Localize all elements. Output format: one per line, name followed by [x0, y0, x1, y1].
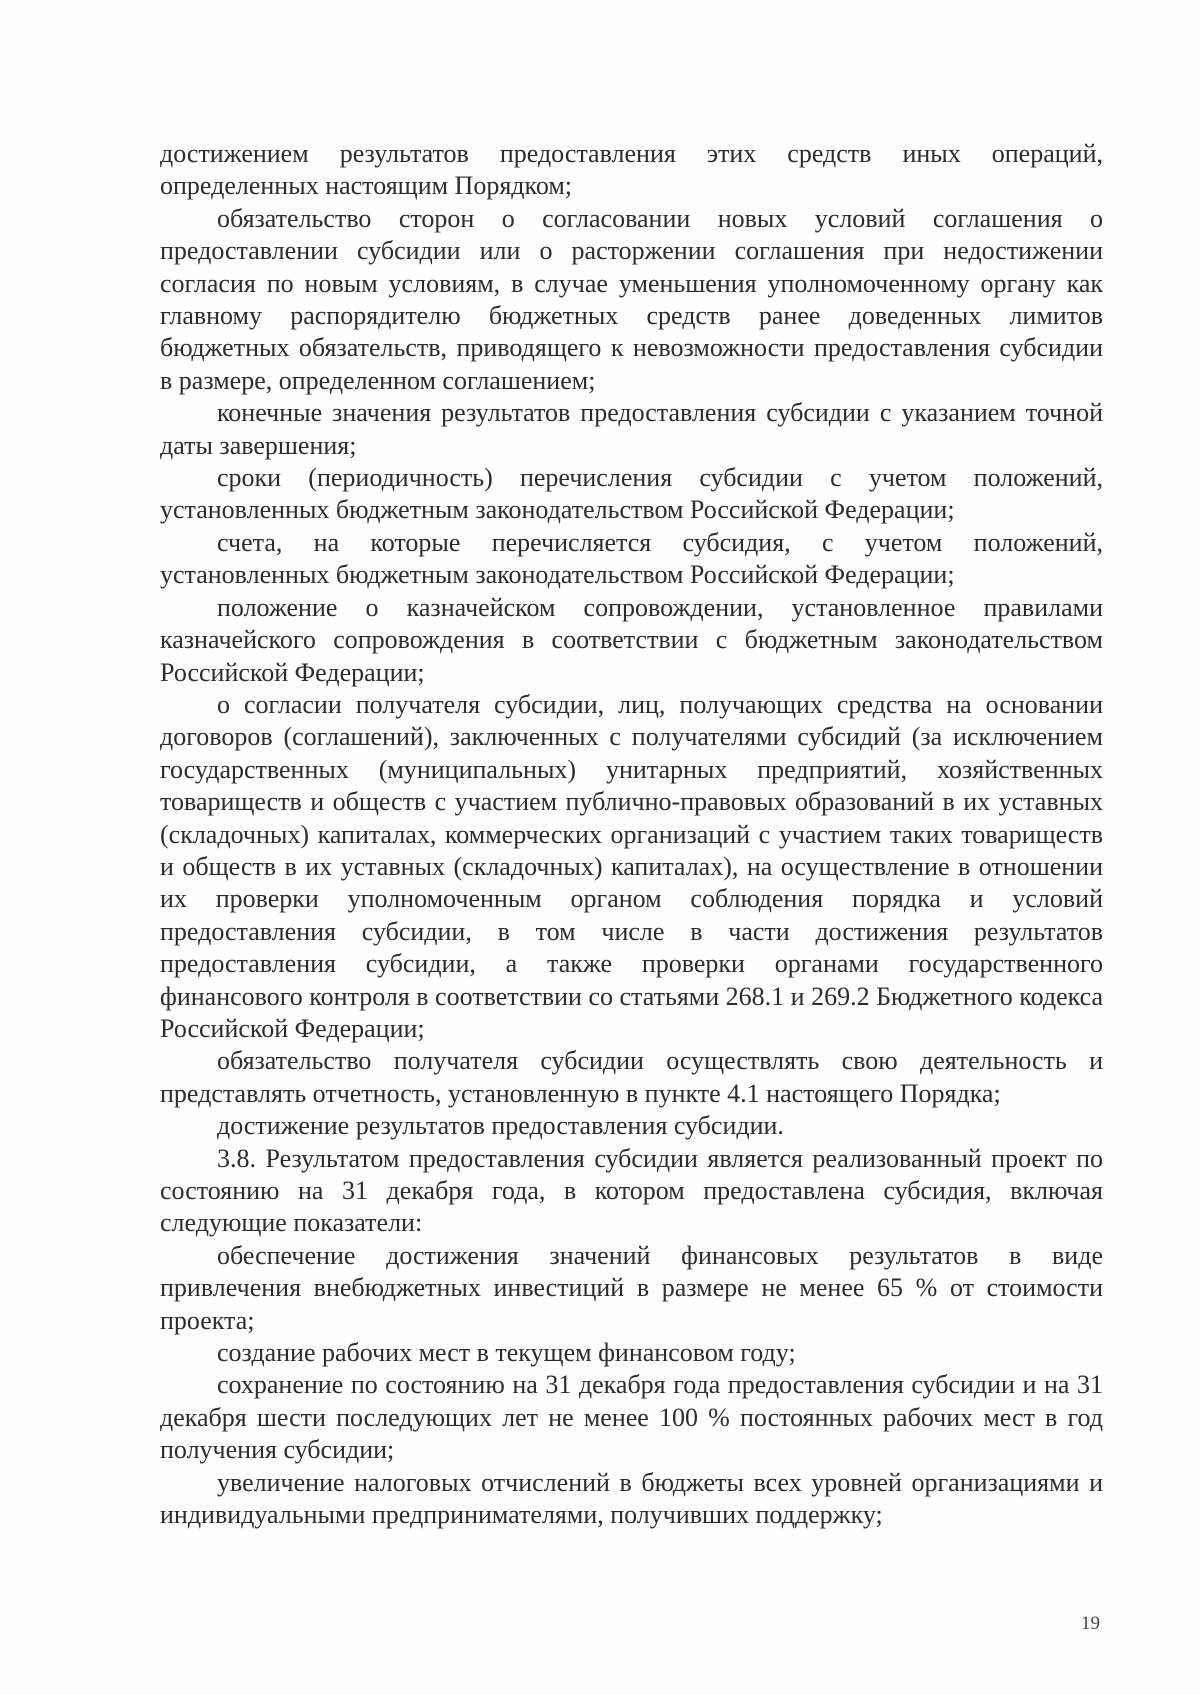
paragraph-obligation-new-terms: обязательство сторон о согласовании новых условий соглашения о предоставлении субсидии или о расторжении соглашения при недостижении согласия по новым условиям, в случае уменьшения уполномоченному органу как главному распорядителю бюджетных средств ранее доведенных лимитов бюджетных обязательств, приводящего к невозможности предоставления субсидии в размере, определенном соглашением;	[160, 203, 1103, 395]
paragraph-job-creation: создание рабочих мест в текущем финансовом году;	[217, 1338, 796, 1368]
paragraph-job-retention: сохранение по состоянию на 31 декабря года предоставления субсидии и на 31 декабря шести последующих лет не менее 100 % постоянных рабочих мест в год получения субсидии;	[160, 1370, 1103, 1465]
paragraph-transfer-schedule: сроки (периодичность) перечисления субсидии с учетом положений, установленных бюджетным законодательством Российской Федерации;	[160, 463, 1103, 525]
paragraph-treasury-support: положение о казначейском сопровождении, установленное правилами казначейского сопровождения в соответствии с бюджетным законодательством Российской Федерации;	[160, 592, 1103, 687]
paragraph-achievement: достижение результатов предоставления субсидии.	[217, 1111, 784, 1141]
paragraph-continuation: достижением результатов предоставления этих средств иных операций, определенных настоящим Порядком;	[160, 139, 1103, 201]
paragraph-investment-indicator: обеспечение достижения значений финансовых результатов в виде привлечения внебюджетных инвестиций в размере не менее 65 % от стоимости проекта;	[160, 1240, 1103, 1335]
page-number: 19	[1081, 1613, 1100, 1634]
paragraph-section-3-8: 3.8. Результатом предоставления субсидии является реализованный проект по состоянию на 31 декабря года, в котором предоставлена субсидия, включая следующие показатели:	[160, 1143, 1103, 1238]
paragraph-tax-increase: увеличение налоговых отчислений в бюджеты всех уровней организациями и индивидуальными предпринимателями, получивших поддержку;	[160, 1467, 1103, 1530]
paragraph-reporting-obligation: обязательство получателя субсидии осуществлять свою деятельность и представлять отчетность, установленную в пункте 4.1 настоящего Порядка;	[160, 1046, 1103, 1108]
paragraph-consent-audit: о согласии получателя субсидии, лиц, получающих средства на основании договоров (соглашений), заключенных с получателями субсидий (за исключением государственных (муниципальных) унитарных предприятий, хозяйственных товариществ и обществ с участием публично-правовых образований в их уставных (складочных) капиталах, коммерческих организаций с участием таких товариществ и обществ в их уставных (складочных) капиталах), на осуществление в отношении их проверки уполномоченным органом соблюдения порядка и условий предоставления субсидии, в том числе в части достижения результатов предоставления субсидии, а также проверки органами государственного финансового контроля в соответствии со статьями 268.1 и 269.2 Бюджетного кодекса Российской Федерации;	[160, 689, 1103, 1043]
document-body	[160, 138, 1103, 1531]
paragraph-accounts: счета, на которые перечисляется субсидия, с учетом положений, установленных бюджетным законодательством Российской Федерации;	[160, 527, 1103, 590]
paragraph-final-values: конечные значения результатов предоставления субсидии с указанием точной даты завершения;	[160, 398, 1103, 460]
